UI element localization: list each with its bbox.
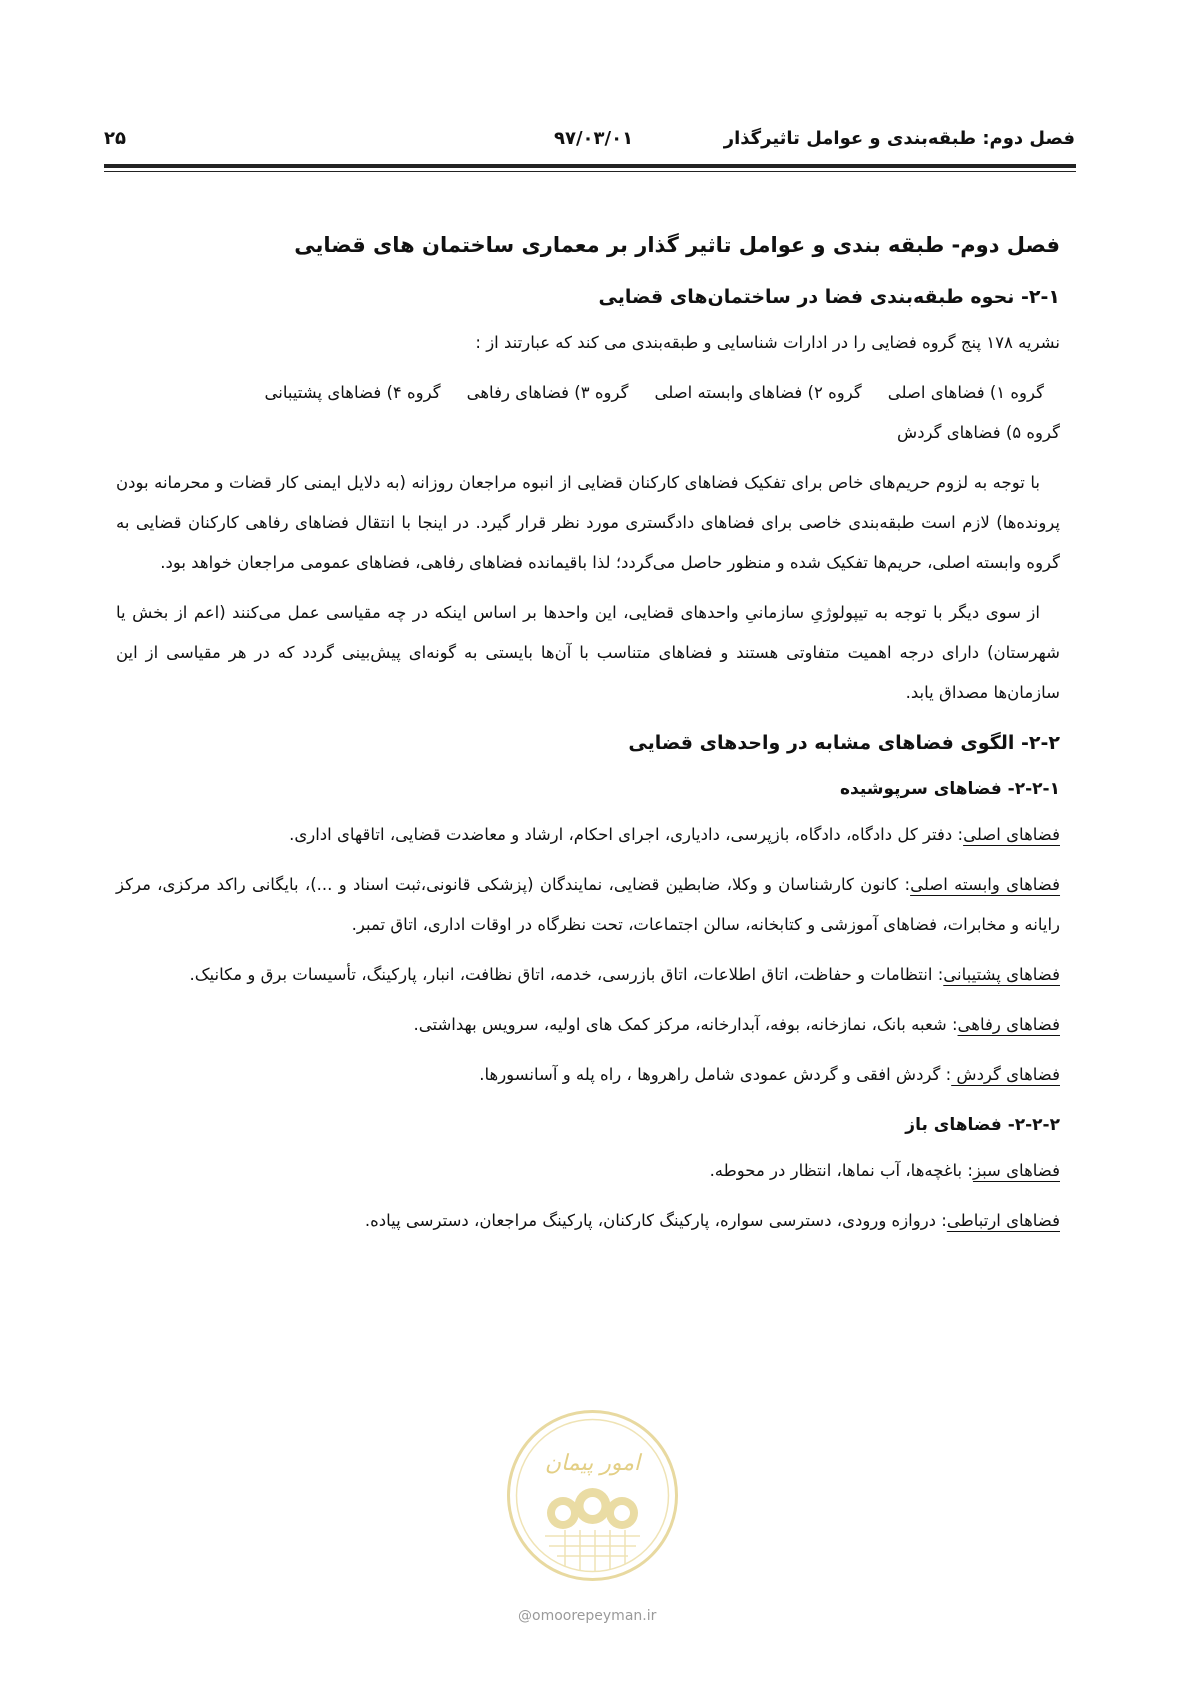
subsection-heading-2-2-2: ۲-۲-۲- فضاهای باز: [905, 1115, 1060, 1135]
group-item: گروه ۴) فضاهای پشتیبانی: [264, 383, 441, 402]
definition-text: : انتظامات و حفاظت، اتاق اطلاعات، اتاق بازرسی، خدمه، اتاق نظافت، انبار، پارکینگ، تأسیسات برق و مکانیک.: [189, 965, 944, 984]
definition-item: [116, 955, 1060, 995]
definition-text: : باغچه‌ها، آب نماها، انتظار در محوطه.: [709, 1161, 973, 1180]
definition-text: : گردش افقی و گردش عمودی شامل راهروها ، راه پله و آسانسورها.: [479, 1065, 952, 1084]
definition-text: : دفتر کل دادگاه، دادگاه، بازپرسی، دادیاری، اجرای احکام، ارشاد و معاضدت قضایی، اتاقهای اداری.: [289, 825, 964, 844]
definition-label: فضاهای ارتباطی: [946, 1211, 1060, 1230]
definition-item: [116, 815, 1060, 855]
page-content: [116, 225, 1060, 1251]
chapter-title: فصل دوم- طبقه بندی و عوامل تاثیر گذار بر معماری ساختمان های قضایی: [294, 233, 1060, 257]
subsection-heading-2-2-1: ۲-۲-۱- فضاهای سرپوشیده: [839, 779, 1060, 799]
definition-item: [116, 1055, 1060, 1095]
definition-text: : کانون کارشناسان و وکلا، ضابطین قضایی، نمایندگان (پزشکی قانونی،ثبت اسناد و ...)، بایگانی راکد مرکزی، مرکز رایانه و مخابرات، فضاهای آموزشی و کتابخانه، سالن اجتماعات، تحت نظرگاه در اوقات اداری، اتاق تمبر.: [116, 875, 1060, 934]
definition-label: فضاهای وابسته اصلی: [910, 875, 1061, 894]
body-paragraph: با توجه به لزوم حریم‌های خاص برای تفکیک فضاهای کارکنان قضایی از انبوه مراجعان روزانه (به دلایل ایمنی کار قضات و محرمانه بودن پرونده‌ها) لازم است طبقه‌بندی خاصی برای فضاهای دادگستری مورد نظر قرار گیرد. در اینجا با انتقال فضاهای رفاهی کارکنان قضایی به گروه وابسته اصلی، حریم‌ها تفکیک شده و منظور حاصل می‌گردد؛ لذا باقیمانده فضاهای رفاهی، فضاهای عمومی مراجعان خواهد بود.: [116, 473, 1060, 572]
page-number: ۲۵: [104, 128, 126, 149]
section-heading-2-2: ۲-۲- الگوی فضاهای مشابه در واحدهای قضایی: [628, 732, 1060, 754]
definition-item: [116, 865, 1060, 945]
definition-item: [116, 1005, 1060, 1045]
definition-item: [116, 1201, 1060, 1241]
group-item: گروه ۱) فضاهای اصلی: [887, 383, 1044, 402]
watermark-logo: [505, 1408, 680, 1583]
space-groups: [116, 373, 1060, 453]
section-intro: نشریه ۱۷۸ پنج گروه فضایی را در ادارات شناسایی و طبقه‌بندی می کند که عبارتند از :: [475, 333, 1060, 352]
definition-item: [116, 1151, 1060, 1191]
definition-label: فضاهای گردش: [951, 1065, 1060, 1084]
svg-text:امور پیمان: امور پیمان: [544, 1451, 641, 1476]
definition-label: فضاهای اصلی: [963, 825, 1060, 844]
definition-text: : دروازه ورودی، دسترسی سواره، پارکینگ کارکنان، پارکینگ مراجعان، دسترسی پیاده.: [364, 1211, 947, 1230]
definition-text: : شعبه بانک، نمازخانه، بوفه، آبدارخانه، مرکز کمک های اولیه، سرویس بهداشتی.: [413, 1015, 958, 1034]
group-item: گروه ۵) فضاهای گردش: [897, 423, 1060, 442]
header-rule-thick: [104, 164, 1076, 168]
definition-label: فضاهای سبز: [972, 1161, 1060, 1180]
group-item: گروه ۳) فضاهای رفاهی: [466, 383, 629, 402]
group-item: گروه ۲) فضاهای وابسته اصلی: [654, 383, 862, 402]
header-rule-thin: [104, 171, 1076, 172]
definition-label: فضاهای رفاهی: [957, 1015, 1060, 1034]
body-paragraph: از سوی دیگر با توجه به تیپولوژیِ سازمانیِ واحدهای قضایی، این واحدها بر اساس اینکه در چه مقیاسی عمل می‌کنند (اعم از بخش یا شهرستان) دارای درجه اهمیت متفاوتی هستند و فضاهای متناسب با آن‌ها بایستی به گونه‌ای پیش‌بینی گردد که در هر مقیاسی از این سازمان‌ها مصداق یابد.: [116, 603, 1060, 702]
website-watermark: @omoorepeyman.ir: [518, 1608, 657, 1624]
definition-label: فضاهای پشتیبانی: [943, 965, 1060, 984]
header-chapter-title: فصل دوم: طبقه‌بندی و عوامل تاثیرگذار: [723, 128, 1075, 149]
section-heading-2-1: ۲-۱- نحوه طبقه‌بندی فضا در ساختمان‌های قضایی: [598, 286, 1060, 308]
header-date: ۹۷/۰۳/۰۱: [554, 128, 634, 149]
running-header: [104, 128, 1075, 160]
